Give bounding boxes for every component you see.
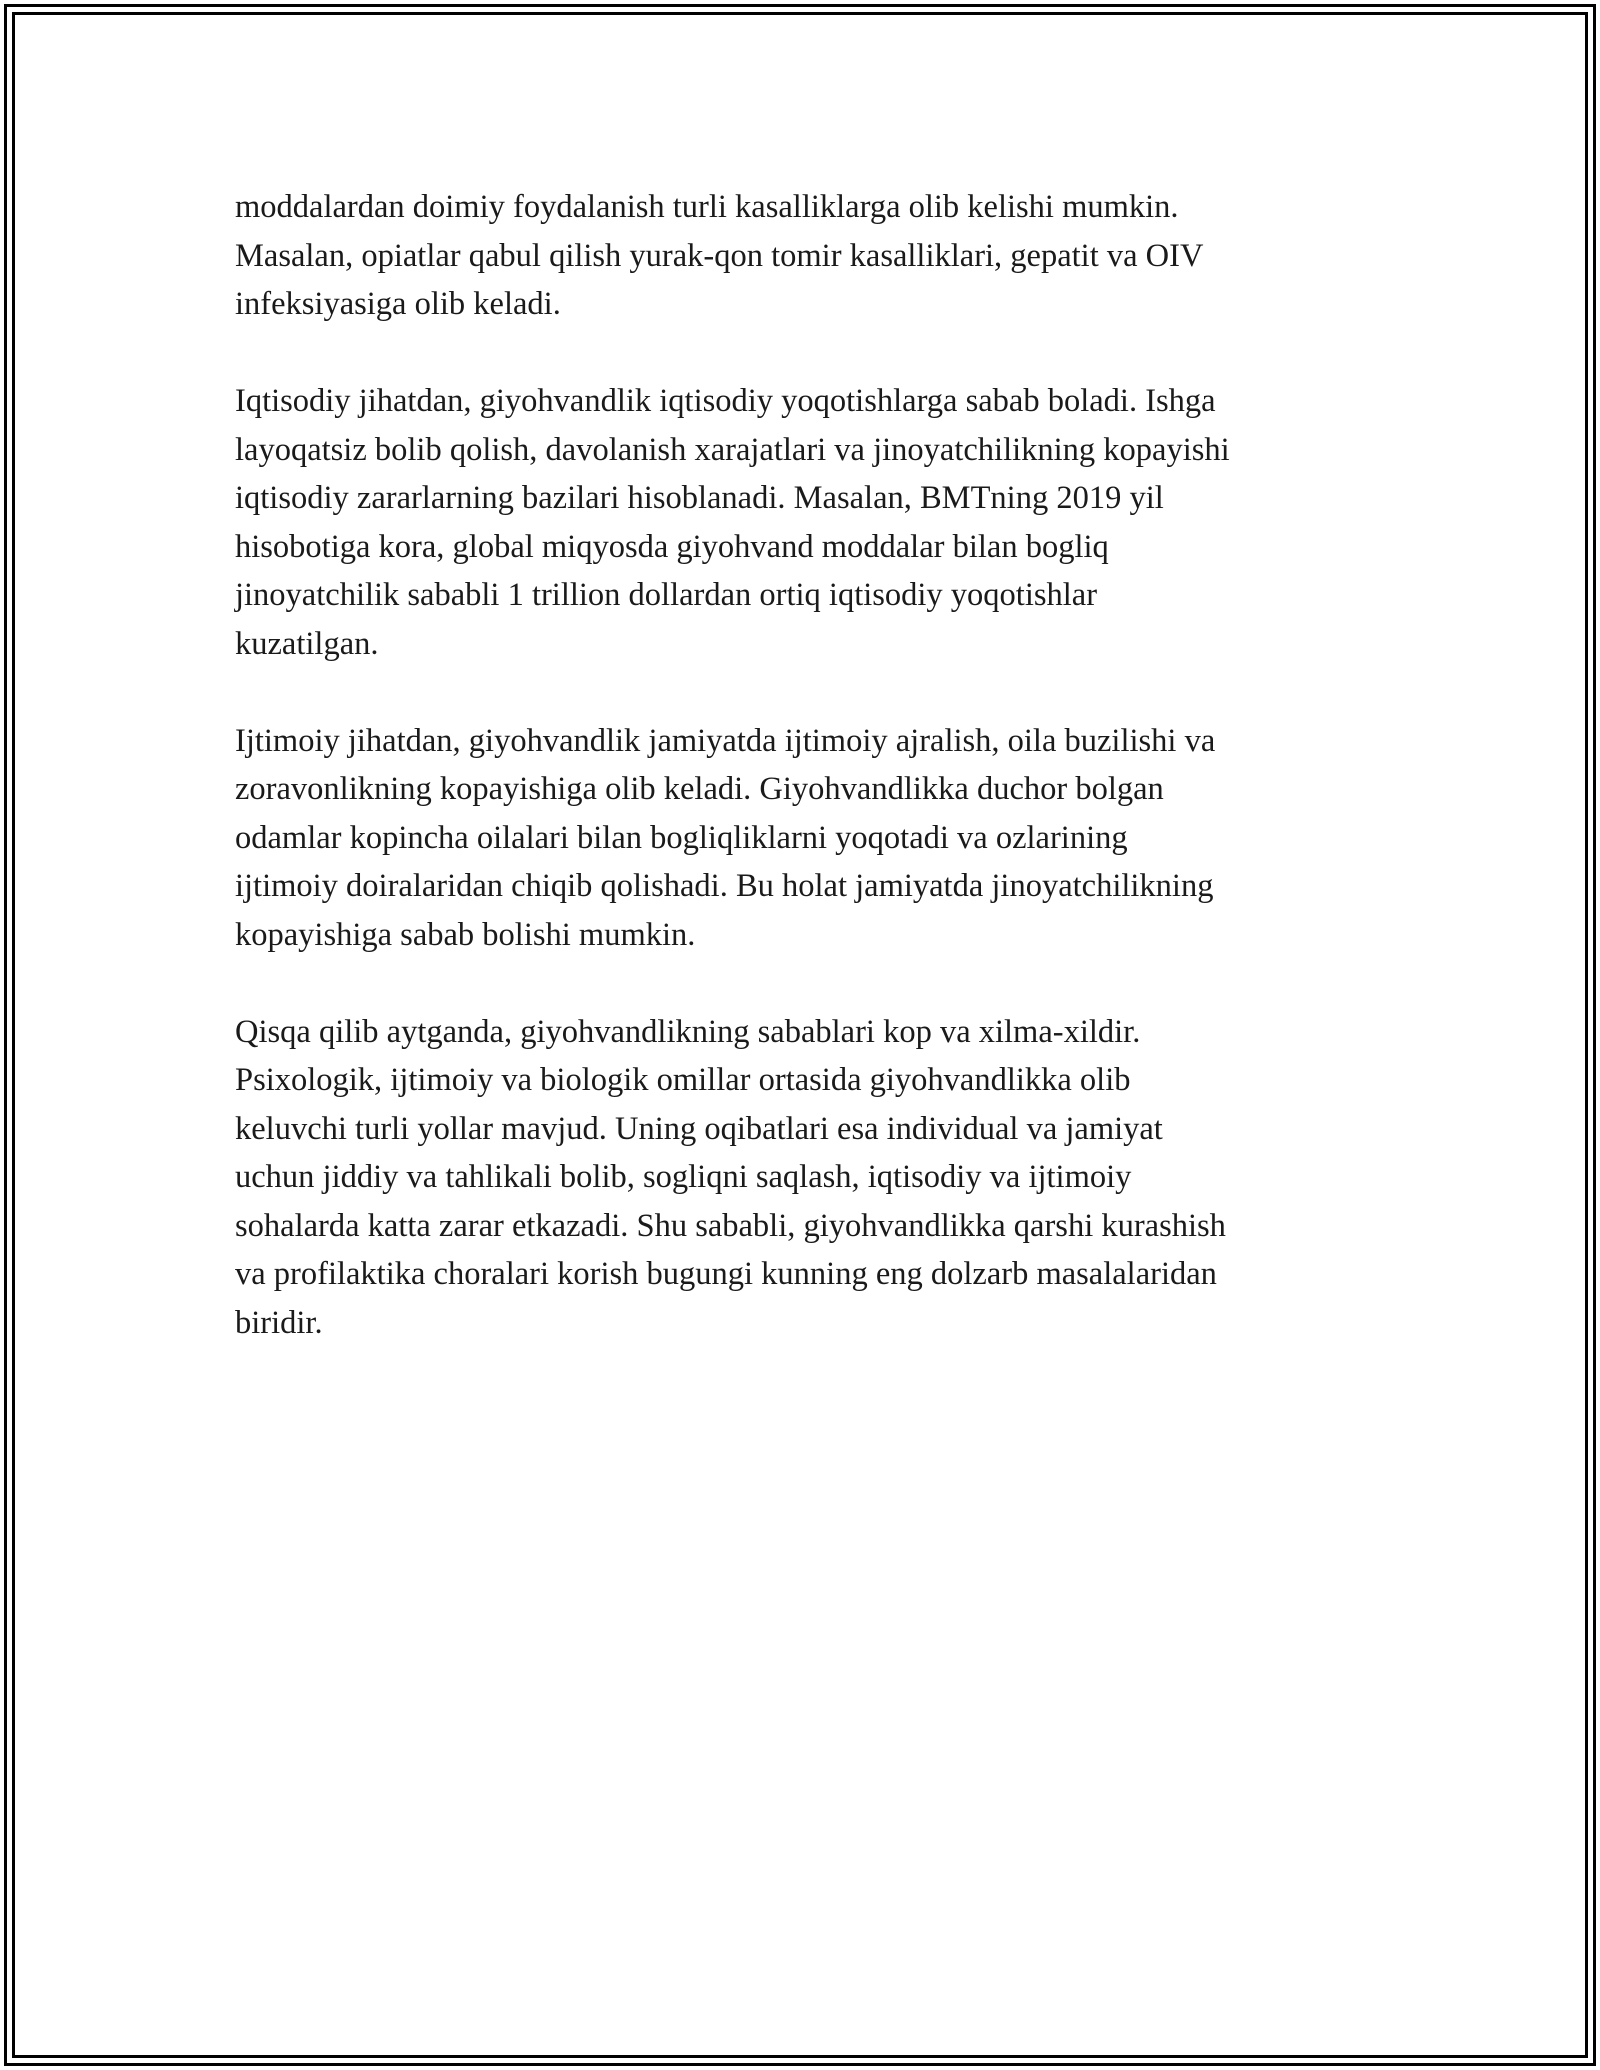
- document-body: [235, 183, 1415, 1396]
- text-line: iqtisodiy zararlarning bazilari hisoblanadi. Masalan, BMTning 2019 yil: [235, 480, 1164, 516]
- text-line: Iqtisodiy jihatdan, giyohvandlik iqtisodiy yoqotishlarga sabab boladi. Ishga: [235, 383, 1216, 419]
- text-line: moddalardan doimiy foydalanish turli kasalliklarga olib kelishi mumkin.: [235, 189, 1179, 225]
- text-line: Qisqa qilib aytganda, giyohvandlikning sabablari kop va xilma-xildir.: [235, 1013, 1141, 1050]
- text-line: biridir.: [235, 1304, 323, 1341]
- text-line: Ijtimoiy jihatdan, giyohvandlik jamiyatda ijtimoiy ajralish, oila buzilishi va: [235, 722, 1216, 759]
- paragraph-conclusion: [235, 1008, 1415, 1348]
- text-line: odamlar kopincha oilalari bilan bogliqliklarni yoqotadi va ozlarining: [235, 819, 1128, 856]
- text-line: ijtimoiy doiralaridan chiqib qolishadi. Bu holat jamiyatda jinoyatchilikning: [235, 868, 1214, 904]
- paragraph-economic-effects: [235, 377, 1415, 668]
- text-line: va profilaktika choralari korish bugungi kunning eng dolzarb masalalaridan: [235, 1256, 1217, 1292]
- text-line: Masalan, opiatlar qabul qilish yurak-qon tomir kasalliklari, gepatit va OIV: [235, 237, 1204, 274]
- text-line: kuzatilgan.: [235, 625, 379, 662]
- text-line: kopayishiga sabab bolishi mumkin.: [235, 916, 696, 953]
- text-line: uchun jiddiy va tahlikali bolib, sogliqni saqlash, iqtisodiy va ijtimoiy: [235, 1159, 1132, 1195]
- text-line: hisobotiga kora, global miqyosda giyohvand moddalar bilan bogliq: [235, 528, 1109, 565]
- text-line: infeksiyasiga olib keladi.: [235, 286, 561, 322]
- text-line: jinoyatchilik sababli 1 trillion dollardan ortiq iqtisodiy yoqotishlar: [235, 577, 1098, 613]
- paragraph-health-effects: [235, 183, 1415, 329]
- text-line: layoqatsiz bolib qolish, davolanish xarajatlari va jinoyatchilikning kopayishi: [235, 431, 1230, 468]
- text-line: Psixologik, ijtimoiy va biologik omillar ortasida giyohvandlikka olib: [235, 1062, 1131, 1098]
- text-line: keluvchi turli yollar mavjud. Uning oqibatlari esa individual va jamiyat: [235, 1110, 1163, 1147]
- text-line: sohalarda katta zarar etkazadi. Shu sababli, giyohvandlikka qarshi kurashish: [235, 1207, 1226, 1244]
- text-line: zoravonlikning kopayishiga olib keladi. Giyohvandlikka duchor bolgan: [235, 771, 1164, 807]
- paragraph-social-effects: [235, 717, 1415, 960]
